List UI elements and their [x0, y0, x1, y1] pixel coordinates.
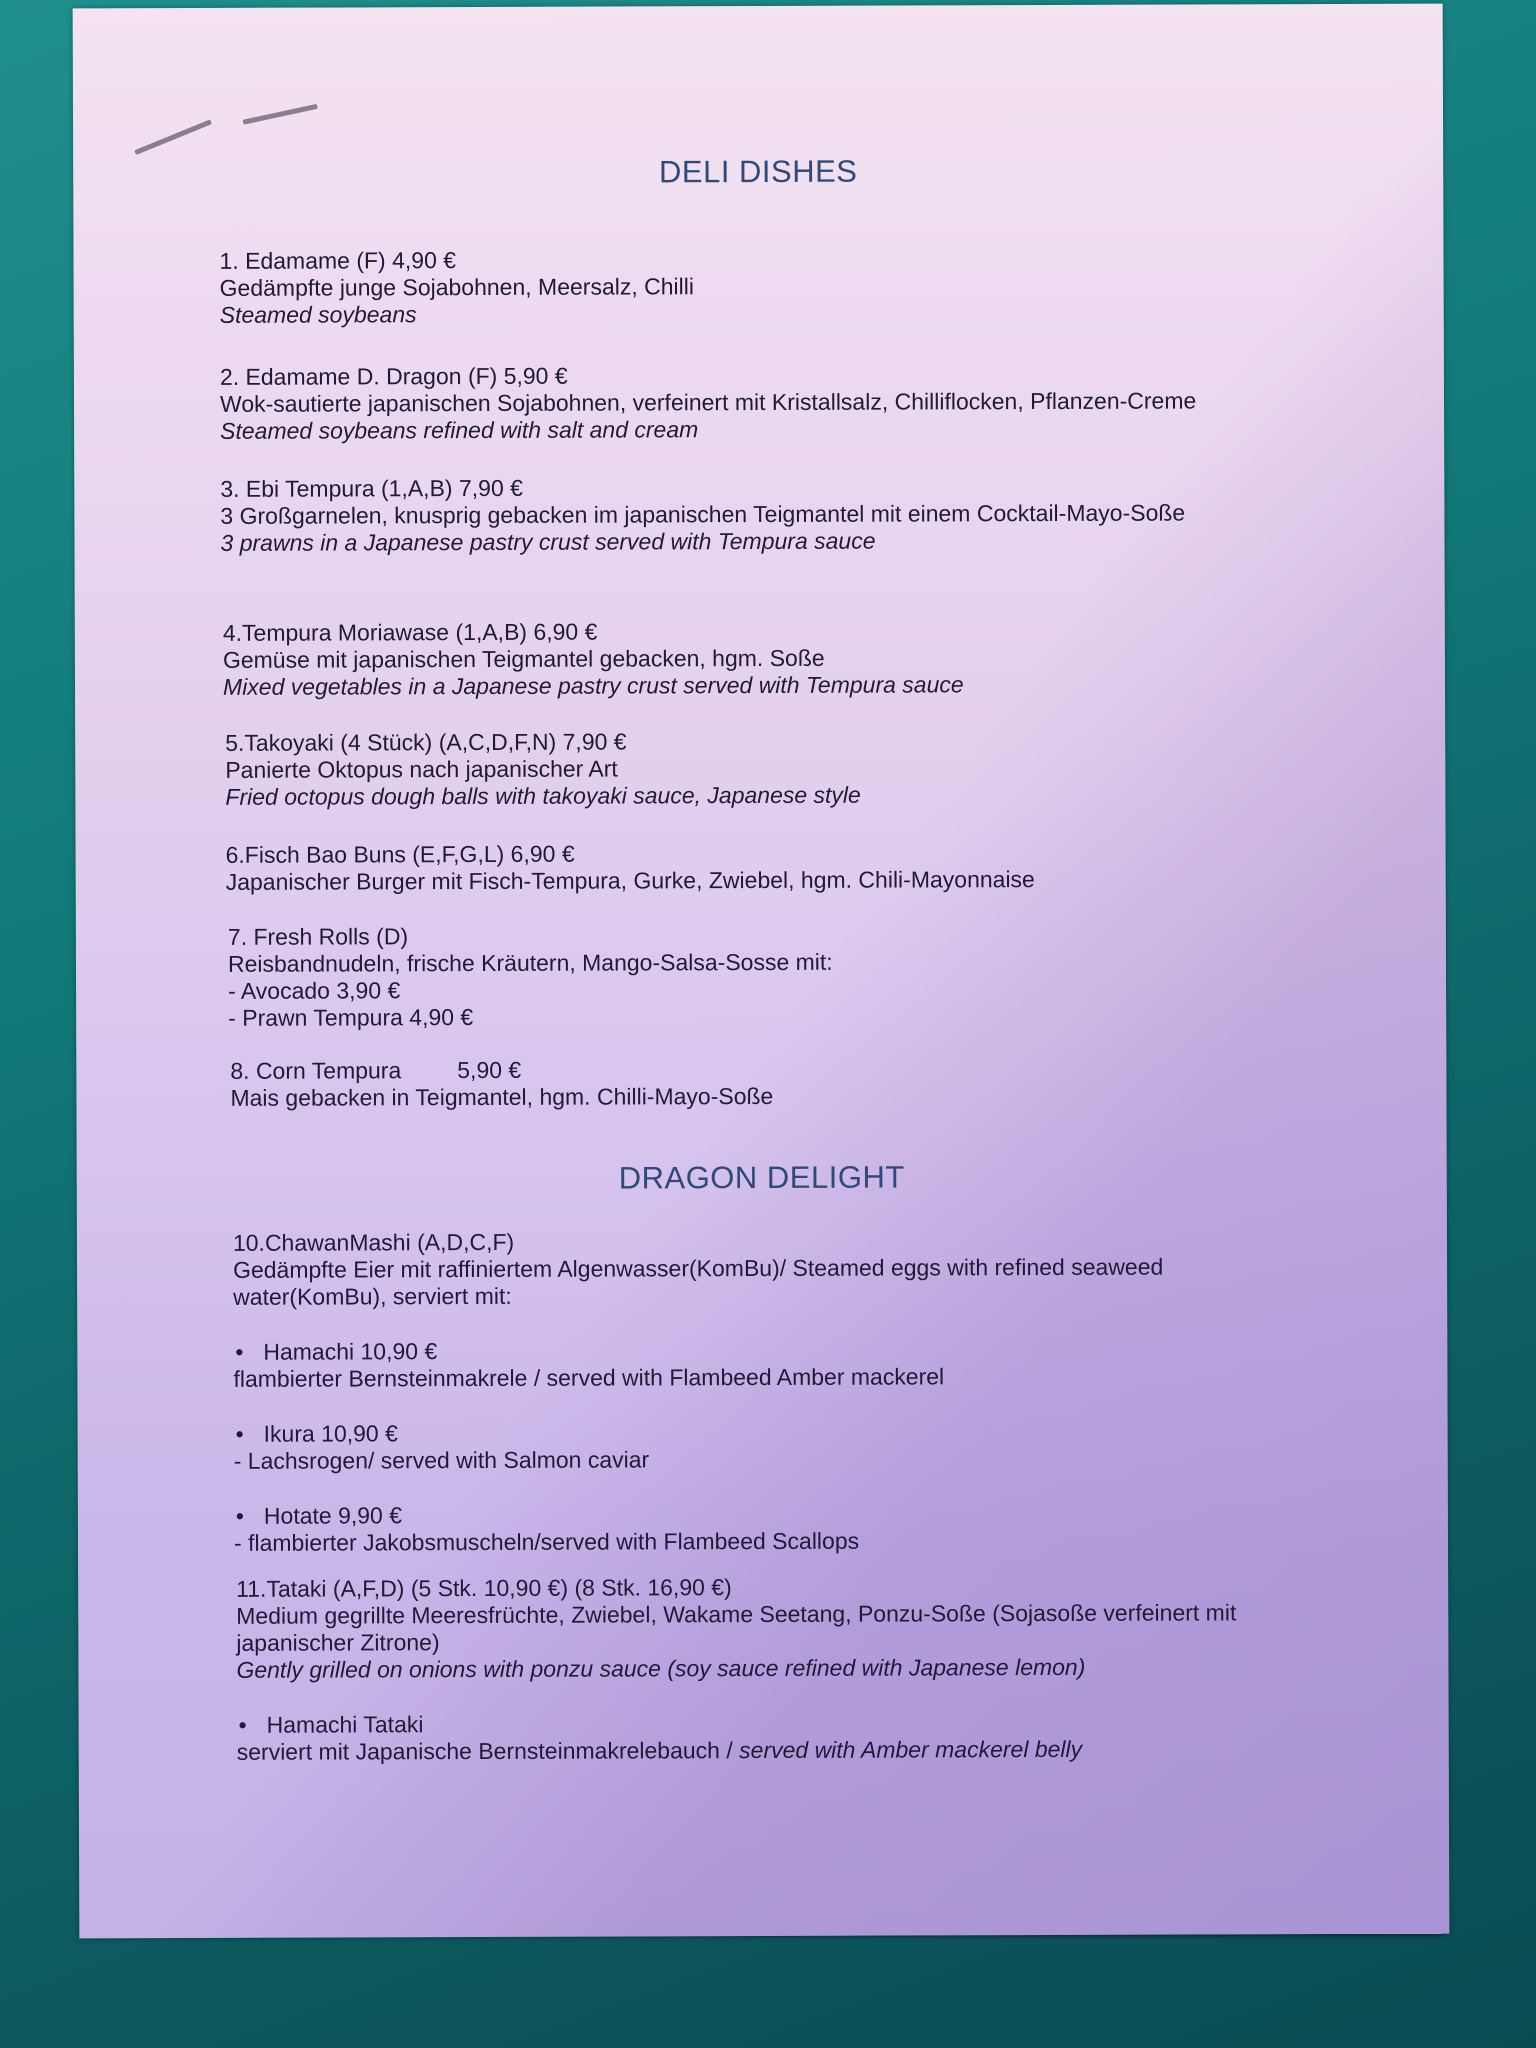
sub-item-ikura-description: - Lachsrogen/ served with Salmon caviar	[233, 1446, 650, 1474]
menu-item-6	[226, 839, 1035, 896]
sub-item-hamachi-title: • Hamachi 10,90 €	[233, 1335, 1283, 1366]
item-description: Gedämpfte Eier mit raffiniertem Algenwasser(KomBu)/ Steamed eggs with refined seaweed water(KomBu), serviert mit:	[232, 1253, 1164, 1310]
menu-item-5	[225, 728, 861, 811]
item-title: 10.ChawanMashi (A,D,C,F)	[232, 1228, 515, 1256]
menu-item-4	[223, 617, 964, 701]
item-description-en: Steamed soybeans	[219, 301, 417, 328]
menu-item-8	[230, 1056, 773, 1112]
item-description-de: 3 Großgarnelen, knusprig gebacken im japanischen Teigmantel mit einem Cocktail-Mayo-Soße	[220, 499, 1186, 529]
item-title: 8. Corn Tempura	[230, 1057, 402, 1084]
item-price: 5,90 €	[457, 1056, 522, 1084]
item-title: 6.Fisch Bao Buns (E,F,G,L) 6,90 €	[225, 840, 575, 868]
item-description-de: Medium gegrillte Meeresfrüchte, Zwiebel, Wakame Seetang, Ponzu-Soße (Sojasoße verfeinert mit japanischer Zitrone)	[236, 1599, 1237, 1656]
item-description-de: Gedämpfte junge Sojabohnen, Meersalz, Chilli	[219, 273, 694, 301]
sub-item-ikura-title: • Ikura 10,90 €	[234, 1417, 1284, 1448]
item-option-avocado: - Avocado 3,90 €	[228, 977, 401, 1004]
item-description-en: Gently grilled on onions with ponzu sauce (soy sauce refined with Japanese lemon)	[236, 1653, 1086, 1683]
item-title: 2. Edamame D. Dragon (F) 5,90 €	[219, 362, 568, 390]
sub-item-hamachi-tataki-description-de: serviert mit Japanische Bernsteinmakrelebauch /	[236, 1737, 740, 1765]
item-description-de: Reisbandnudeln, frische Kräutern, Mango-Salsa-Sosse mit:	[227, 948, 833, 977]
menu-item-11	[236, 1572, 1307, 1766]
item-title: 11.Tataki (A,F,D) (5 Stk. 10,90 €) (8 Stk. 16,90 €)	[236, 1574, 732, 1602]
item-title: 4.Tempura Moriawase (1,A,B) 6,90 €	[222, 618, 598, 646]
staple-mark	[134, 119, 212, 155]
sub-item-hotate-title: • Hotate 9,90 €	[234, 1499, 1284, 1530]
item-option-prawn-tempura: - Prawn Tempura 4,90 €	[228, 1004, 474, 1031]
item-description-en: Steamed soybeans refined with salt and cream	[220, 416, 699, 444]
menu-item-3	[220, 473, 1185, 557]
item-description-de: Gemüse mit japanischen Teigmantel gebacken, hgm. Soße	[222, 644, 825, 673]
item-description-en: 3 prawns in a Japanese pastry crust served with Tempura sauce	[220, 527, 876, 556]
staple-mark	[243, 104, 318, 125]
section-title-deli-dishes: DELI DISHES	[658, 153, 858, 190]
sub-item-hamachi-description: flambierter Bernsteinmakrele / served with Flambeed Amber mackerel	[233, 1363, 945, 1392]
sub-item-hamachi-tataki-title: • Hamachi Tataki	[237, 1708, 1307, 1739]
item-description-de: Panierte Oktopus nach japanischer Art	[225, 755, 618, 783]
item-title: 5.Takoyaki (4 Stück) (A,C,D,F,N) 7,90 €	[225, 728, 627, 756]
item-title: 3. Ebi Tempura (1,A,B) 7,90 €	[220, 474, 523, 502]
item-description-de: Wok-sautierte japanischen Sojabohnen, verfeinert mit Kristallsalz, Chilliflocken, Pflanzen-Creme	[219, 387, 1197, 417]
item-description-de: Japanischer Burger mit Fisch-Tempura, Gurke, Zwiebel, hgm. Chili-Mayonnaise	[225, 866, 1035, 895]
item-description-en: Fried octopus dough balls with takoyaki sauce, Japanese style	[225, 781, 861, 810]
item-title: 1. Edamame (F) 4,90 €	[219, 247, 457, 274]
item-title: 7. Fresh Rolls (D)	[227, 923, 409, 950]
sub-item-hamachi-tataki-description-en: served with Amber mackerel belly	[739, 1735, 1083, 1764]
menu-item-2	[220, 360, 1197, 444]
menu-item-10	[233, 1226, 1284, 1557]
menu-item-1	[219, 246, 694, 329]
item-description-en: Mixed vegetables in a Japanese pastry crust served with Tempura sauce	[222, 671, 964, 700]
section-title-dragon-delight: DRAGON DELIGHT	[618, 1159, 905, 1196]
sub-item-hotate-description: - flambierter Jakobsmuscheln/served with Flambeed Scallops	[233, 1527, 860, 1556]
item-description-de: Mais gebacken in Teigmantel, hgm. Chilli-Mayo-Soße	[230, 1082, 774, 1111]
menu-page	[73, 4, 1450, 1939]
menu-item-7	[228, 922, 833, 1032]
